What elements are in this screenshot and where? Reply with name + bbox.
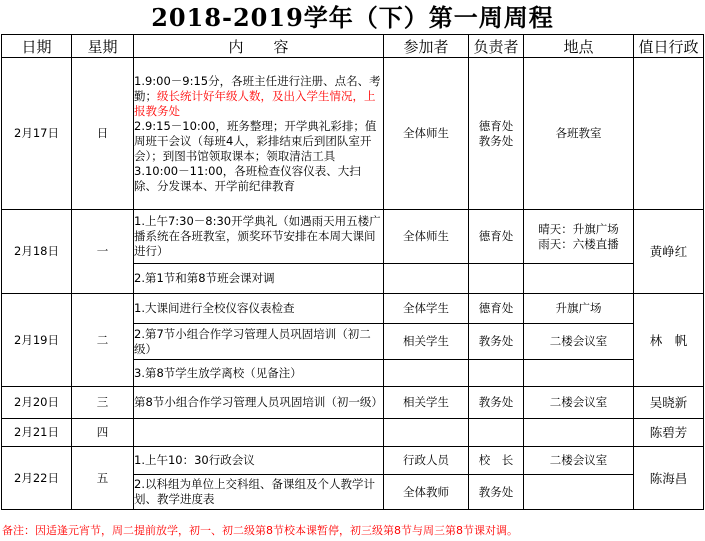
responsible-cell: 教务处 xyxy=(469,475,524,510)
participants-cell xyxy=(384,360,469,387)
responsible-cell: 教务处 xyxy=(469,387,524,419)
location-cell xyxy=(524,475,634,510)
content-cell: 2.第7节小组合作学习管理人员巩固培训（初二级） xyxy=(134,324,384,360)
responsible-cell: 德育处 xyxy=(469,210,524,264)
responsible-cell xyxy=(469,264,524,294)
location-cell: 二楼会议室 xyxy=(524,387,634,419)
table-row xyxy=(2,210,704,264)
weekday-cell: 五 xyxy=(72,447,134,510)
participants-cell: 全体教师 xyxy=(384,475,469,510)
weekday-cell: 日 xyxy=(72,58,134,210)
schedule-table xyxy=(1,34,704,510)
responsible-cell: 教务处 xyxy=(469,324,524,360)
location-cell: 二楼会议室 xyxy=(524,324,634,360)
weekday-cell: 四 xyxy=(72,419,134,447)
date-cell: 2月22日 xyxy=(2,447,72,510)
location-cell xyxy=(524,419,634,447)
duty-cell: 黄峥红 xyxy=(634,210,704,294)
date-cell: 2月19日 xyxy=(2,294,72,387)
duty-cell: 林 帆 xyxy=(634,294,704,387)
duty-cell xyxy=(634,58,704,210)
table-row xyxy=(2,387,704,419)
footnote: 备注：因适逢元宵节，周二提前放学，初一、初二级第8节校本课暂停，初三级第8节与周三第8节课对调。 xyxy=(2,524,518,537)
participants-cell xyxy=(384,264,469,294)
content-text: 2.9:15－10:00，班务整理；开学典礼彩排；值周班干会议（每班4人，彩排结束后到团队室开会）；到图书馆领取课本；领取清洁工具 3.10:00－11:00，各班检查仪容仪表、大扫除、分发课本、开学前纪律教育 xyxy=(134,118,377,193)
location-cell xyxy=(524,360,634,387)
header-row xyxy=(2,35,704,58)
responsible-cell: 德育处 xyxy=(469,294,524,324)
weekday-cell: 一 xyxy=(72,210,134,294)
duty-cell: 陈海昌 xyxy=(634,447,704,510)
location-cell: 升旗广场 xyxy=(524,294,634,324)
header-content: 内 容 xyxy=(134,35,384,58)
date-cell: 2月21日 xyxy=(2,419,72,447)
content-cell: 第8节小组合作学习管理人员巩固培训（初一级） xyxy=(134,387,384,419)
header-date: 日期 xyxy=(2,35,72,58)
participants-cell: 相关学生 xyxy=(384,387,469,419)
table-row xyxy=(2,58,704,210)
responsible-cell: 校 长 xyxy=(469,447,524,475)
location-cell: 各班教室 xyxy=(524,58,634,210)
content-cell: 2.以科组为单位上交科组、备课组及个人教学计划、教学进度表 xyxy=(134,475,384,510)
location-cell: 二楼会议室 xyxy=(524,447,634,475)
content-cell: 1.上午10：30行政会议 xyxy=(134,447,384,475)
date-cell: 2月20日 xyxy=(2,387,72,419)
weekday-cell: 二 xyxy=(72,294,134,387)
responsible-cell xyxy=(469,360,524,387)
table-row xyxy=(2,419,704,447)
date-cell: 2月18日 xyxy=(2,210,72,294)
content-cell xyxy=(134,58,384,210)
header-weekday: 星期 xyxy=(72,35,134,58)
content-cell: 2.第1节和第8节班会课对调 xyxy=(134,264,384,294)
participants-cell: 全体师生 xyxy=(384,58,469,210)
participants-cell: 全体师生 xyxy=(384,210,469,264)
participants-cell: 相关学生 xyxy=(384,324,469,360)
responsible-cell: 德育处 教务处 xyxy=(469,58,524,210)
header-responsible: 负责者 xyxy=(469,35,524,58)
duty-cell: 吴晓新 xyxy=(634,387,704,419)
participants-cell: 全体学生 xyxy=(384,294,469,324)
page-title: 2018-2019学年（下）第一周周程 xyxy=(151,3,554,32)
location-cell xyxy=(524,264,634,294)
content-highlight: 级长统计好年级人数，及出入学生情况，上报教务处 xyxy=(134,88,376,118)
content-cell xyxy=(134,419,384,447)
duty-cell: 陈碧芳 xyxy=(634,419,704,447)
date-cell: 2月17日 xyxy=(2,58,72,210)
header-participants: 参加者 xyxy=(384,35,469,58)
content-text: 1.9:00－9:15分，各班主任进行注册、点名、考勤； xyxy=(134,73,381,103)
header-location: 地点 xyxy=(524,35,634,58)
responsible-cell xyxy=(469,419,524,447)
table-row xyxy=(2,447,704,475)
content-cell: 1.大课间进行全校仪容仪表检查 xyxy=(134,294,384,324)
table-row xyxy=(2,294,704,324)
header-duty: 值日行政 xyxy=(634,35,704,58)
content-cell: 3.第8节学生放学离校（见备注） xyxy=(134,360,384,387)
participants-cell xyxy=(384,419,469,447)
weekday-cell: 三 xyxy=(72,387,134,419)
location-cell: 晴天：升旗广场 雨天：六楼直播 xyxy=(524,210,634,264)
content-cell: 1.上午7:30－8:30开学典礼（如遇雨天用五楼广播系统在各班教室，颁奖环节安排在本周大课间进行） xyxy=(134,210,384,264)
participants-cell: 行政人员 xyxy=(384,447,469,475)
